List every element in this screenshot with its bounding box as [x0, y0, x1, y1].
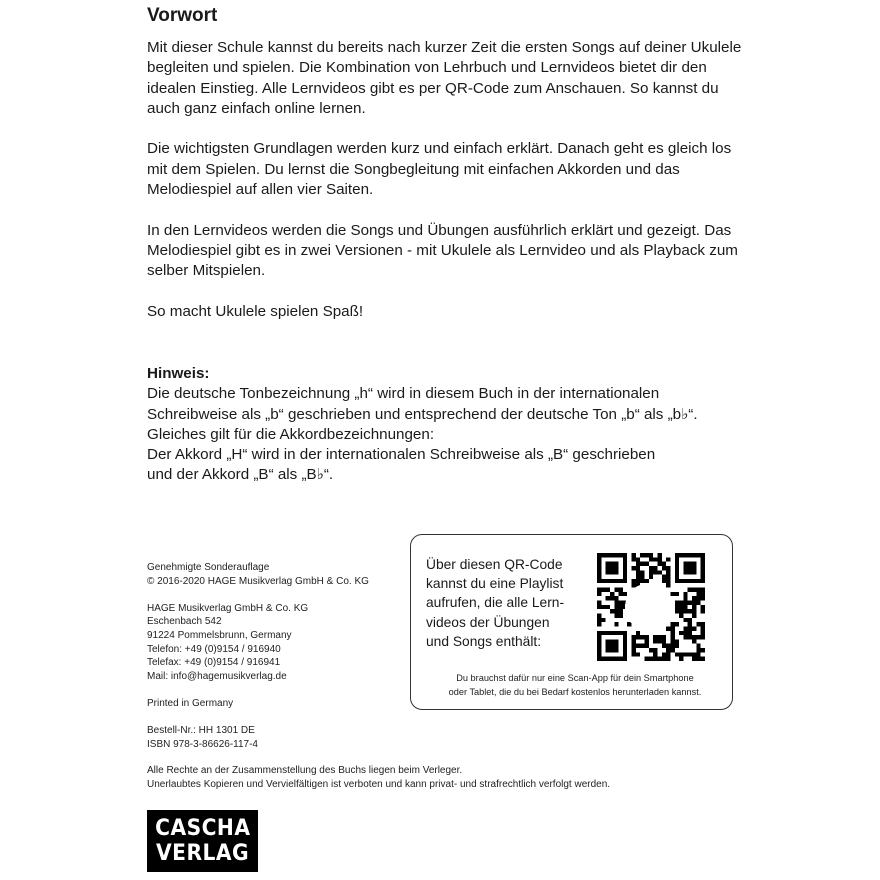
imprint-order: [147, 724, 477, 751]
imprint-line: Telefax: +49 (0)9154 / 916941: [147, 657, 281, 669]
logo-line: CASCHA: [154, 816, 251, 841]
imprint-line: 91224 Pommelsbrunn, Germany: [147, 629, 292, 641]
qr-text-line: und Songs enthält:: [426, 633, 542, 649]
imprint-line: Telefon: +49 (0)9154 / 916940: [147, 643, 281, 655]
cascha-verlag-logo: [147, 810, 258, 872]
qr-text-line: videos der Übungen: [426, 614, 550, 630]
imprint-line: Mail: info@hagemusikverlag.de: [147, 670, 287, 682]
logo-line: VERLAG: [155, 841, 250, 866]
note-line: Schreibweise als „b“ geschrieben und entsprechend der deutsche Ton „b“ als „b♭“.: [147, 405, 698, 423]
imprint-line: Genehmigte Sonderauflage: [147, 562, 270, 573]
note-heading: Hinweis:: [147, 365, 210, 382]
note-section: [147, 364, 767, 486]
qr-info-box: [410, 534, 733, 710]
qr-text-line: Über diesen QR-Code: [426, 557, 563, 572]
qr-text-line: kannst du eine Playlist: [426, 576, 564, 592]
imprint-line: Bestell-Nr.: HH 1301 DE: [147, 725, 255, 737]
note-line: Gleiches gilt für die Akkordbezeichnungen:: [147, 425, 435, 443]
qr-footnote-line: Du brauchst dafür nur eine Scan-App für dein Smartphone: [456, 673, 694, 683]
imprint-line: HAGE Musikverlag GmbH & Co. KG: [147, 602, 309, 614]
rights-line: Alle Rechte an der Zusammenstellung des Buchs liegen beim Verleger.: [147, 765, 463, 776]
imprint-line: ISBN 978-3-86626-117-4: [147, 738, 258, 750]
note-line: Die deutsche Tonbezeichnung „h“ wird in diesem Buch in der internationalen: [147, 385, 660, 403]
qr-code-icon[interactable]: [597, 553, 705, 661]
imprint-line: © 2016-2020 HAGE Musikverlag GmbH & Co. KG: [147, 575, 369, 587]
note-line: Der Akkord „H“ wird in der internationalen Schreibweise als „B“ geschrieben: [147, 446, 656, 464]
intro-paragraph: In den Lernvideos werden die Songs und Übungen ausführlich erklärt und gezeigt. Das Melodiespiel gibt es in zwei Versionen - mit Ukulele als Lernvideo und als Playback zum selber Mitspielen.: [147, 221, 738, 280]
page-title: Vorwort: [147, 5, 218, 26]
rights-notice: [147, 764, 707, 791]
qr-text-line: aufrufen, die alle Lern-: [426, 595, 565, 611]
intro-paragraph: Mit dieser Schule kannst du bereits nach kurzer Zeit die ersten Songs auf deiner Ukulele begleiten und spielen. Die Kombination von Lehrbuch und Lernvideos bietet dir den idealen Einstieg. Alle Lernvideos gibt es per QR-Code zum Anschauen. So kannst du auch ganz einfach online lernen.: [147, 39, 742, 117]
qr-footnote: [425, 672, 725, 699]
imprint-line: Printed in Germany: [147, 697, 234, 709]
intro-paragraph: So macht Ukulele spielen Spaß!: [147, 302, 364, 320]
imprint-line: Eschenbach 542: [147, 616, 222, 628]
rights-line: Unerlaubtes Kopieren und Vervielfältigen ist verboten und kann privat- und strafrechtlich verfolgt werden.: [147, 778, 611, 790]
qr-description: [426, 555, 586, 651]
intro-paragraph: Die wichtigsten Grundlagen werden kurz und einfach erklärt. Danach geht es gleich los mit dem Spielen. Du lernst die Songbegleitung mit einfachen Akkorden und das Melodiespiel auf allen vier Saiten.: [147, 140, 732, 199]
intro-text: [147, 38, 747, 342]
qr-footnote-line: oder Tablet, die du bei Bedarf kostenlos herunterladen kannst.: [448, 686, 702, 697]
note-line: und der Akkord „B“ als „B♭“.: [147, 466, 334, 484]
